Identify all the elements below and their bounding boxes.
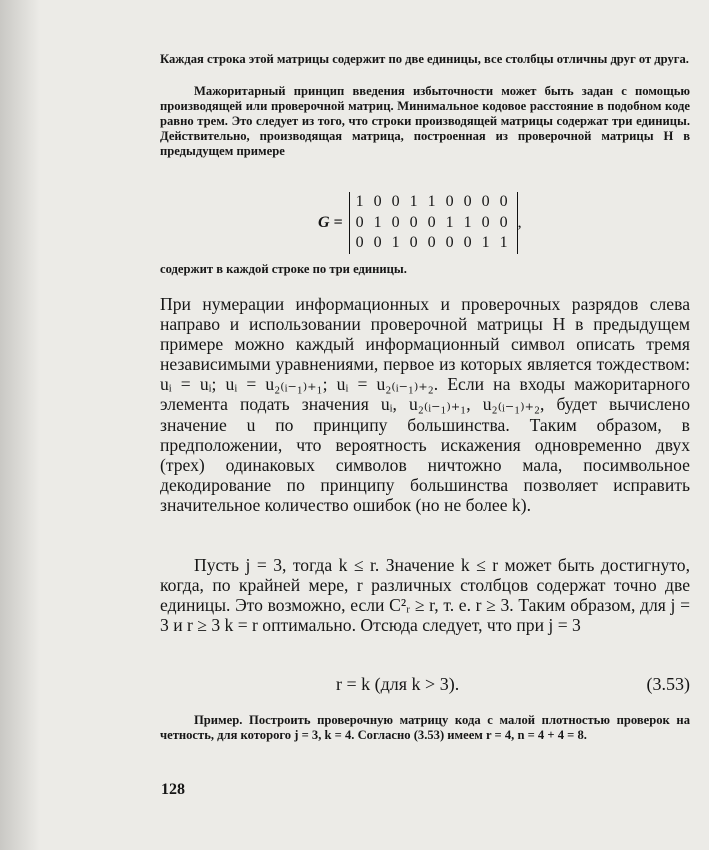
matrix-row: 0 0 1 0 0 0 0 1 1 [355, 234, 511, 251]
generator-matrix [318, 192, 522, 254]
matrix-label: G = [318, 213, 343, 231]
main-paragraph-2 [160, 555, 690, 635]
top-paragraph-2-text: Мажоритарный принцип введения избыточности может быть задан с помощью производящей или проверочной матриц. Минимальное кодовое расстояние в подобном коде равно трем. Это следует из того, что строки производящей матрицы содержат три единицы. Действительно, производящая матрица, построенная из проверочной матрицы H в предыдущем примере [160, 84, 690, 159]
main-paragraph-1 [160, 294, 690, 515]
equation-3-53 [160, 674, 690, 698]
top-paragraph-1-text: Каждая строка этой матрицы содержит по две единицы, все столбцы отличны друг от друга. [160, 52, 689, 66]
page-edge-shadow [0, 0, 40, 850]
matrix-suffix: , [517, 213, 522, 231]
equation-number: (3.53) [646, 674, 690, 694]
example-label: Пример. [194, 713, 243, 727]
top-paragraph-2 [160, 84, 690, 159]
example-paragraph [160, 713, 690, 743]
example-text: Построить проверочную матрицу кода с малой плотностью проверок на четность, для которого j = 3, k = 4. Согласно (3.53) имеем r = 4, n = 4 + 4 = 8. [160, 713, 690, 743]
matrix-row: 0 1 0 0 0 1 1 0 0 [355, 213, 511, 231]
matrix-row: 1 0 0 1 1 0 0 0 0 [355, 193, 511, 210]
equation-body: r = k (для k > 3). [336, 674, 460, 694]
page-number: 128 [161, 781, 185, 798]
top-paragraph-1 [160, 52, 690, 67]
top-paragraph-3-text: содержит в каждой строке по три единицы. [160, 262, 407, 276]
main-paragraph-1-text: При нумерации информационных и проверочных разрядов слева направо и использовании проверочной матрицы H в предыдущем примере можно каждый информационный символ описать тремя независимыми уравнениями, первое из которых является тождеством: uᵢ = uᵢ; uᵢ = u₂₍ᵢ₋₁₎₊₁; uᵢ = u₂₍ᵢ₋₁₎₊₂. Если на входы мажоритарного элемента подать значения uᵢ, u₂₍ᵢ₋₁₎₊₁, u₂₍ᵢ₋₁₎₊₂, будет вычислено значение u по принципу большинства. Таким образом, в предположении, что вероятность искажения одновременно двух (трех) одинаковых символов ничтожно мала, посимвольное декодирование по принципу большинства позволяет исправить значительное количество ошибок (но не более k). [160, 294, 690, 515]
top-paragraph-3 [160, 262, 690, 277]
matrix-body [349, 192, 518, 254]
main-paragraph-2-text: Пусть j = 3, тогда k ≤ r. Значение k ≤ r может быть достигнуто, когда, по крайней мере, r различных столбцов содержат точно две единицы. Это возможно, если C²ᵣ ≥ r, т. е. r ≥ 3. Таким образом, для j = 3 и r ≥ 3 k = r оптимально. Отсюда следует, что при j = 3 [160, 555, 690, 636]
